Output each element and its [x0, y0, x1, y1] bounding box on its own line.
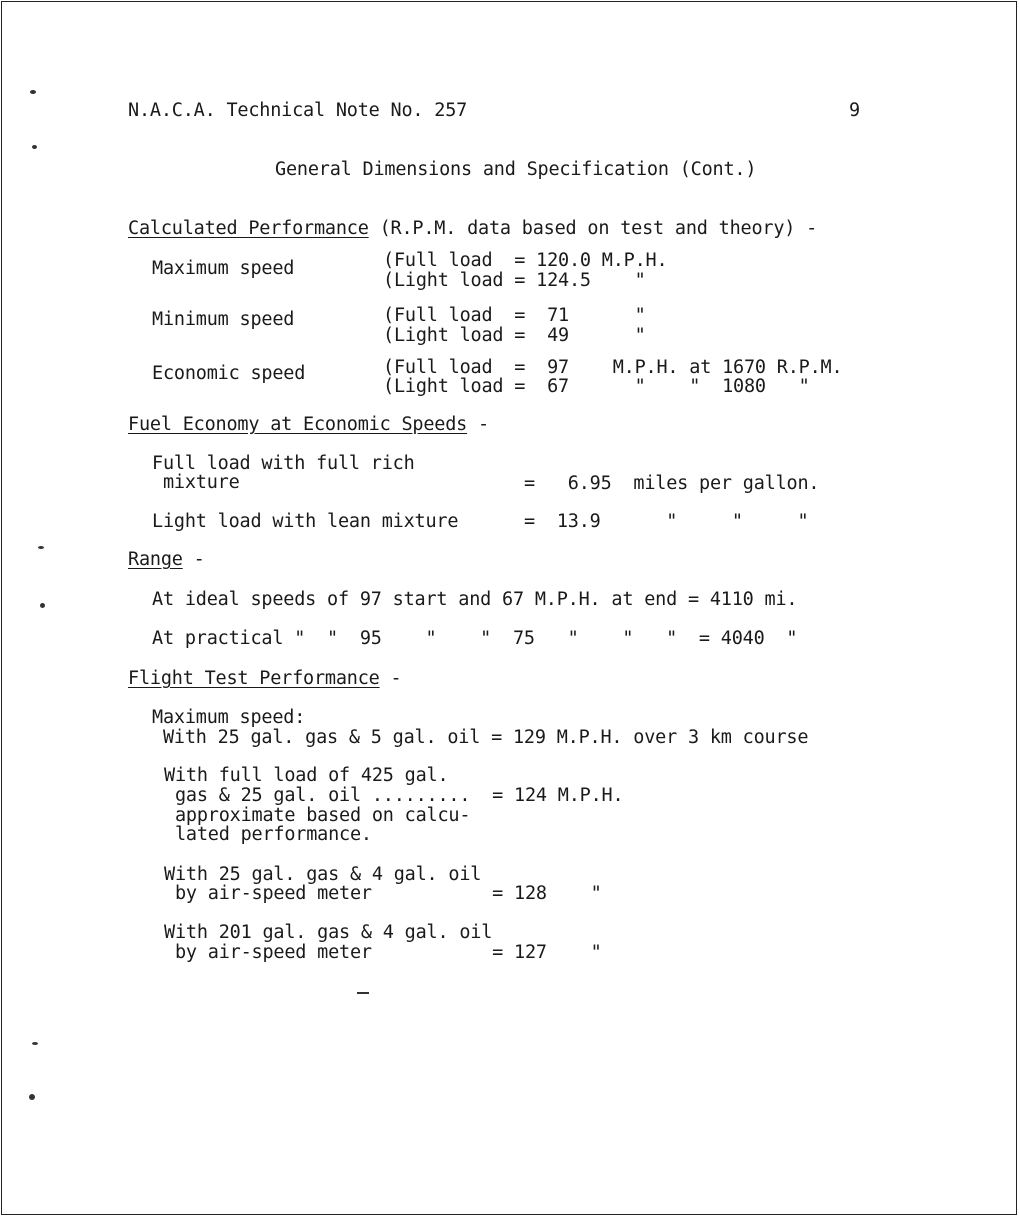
fuel-economy-suffix: -	[467, 414, 489, 435]
range-heading: Range	[128, 549, 183, 570]
economic-speed-light-load: (Light load = 67 " " 1080 "	[383, 376, 810, 397]
document-title: General Dimensions and Specification (Cont.)	[275, 159, 757, 180]
economic-speed-full-load: (Full load = 97 M.P.H. at 1670 R.P.M.	[383, 357, 843, 378]
calculated-performance-suffix: (R.P.M. data based on test and theory) -	[368, 218, 818, 239]
scan-speck	[32, 1042, 38, 1045]
full-load-425-line-2: gas & 25 gal. oil ......... = 124 M.P.H.	[164, 785, 624, 806]
full-load-425-line-1: With full load of 425 gal.	[164, 765, 449, 786]
light-load-label: Light load with lean mixture	[152, 511, 459, 532]
flight-test-line	[128, 669, 401, 689]
fuel-economy-line	[128, 415, 489, 435]
scan-speck	[32, 145, 37, 149]
maximum-speed-full-load: (Full load = 120.0 M.P.H.	[383, 250, 668, 271]
economic-speed-label: Economic speed	[152, 363, 306, 384]
scan-speck	[40, 603, 45, 608]
flight-test-heading: Flight Test Performance	[128, 668, 380, 689]
calculated-performance-line	[128, 219, 817, 239]
minimum-speed-label: Minimum speed	[152, 309, 295, 330]
airspeed-25-line-2: by air-speed meter = 128 "	[164, 883, 602, 904]
range-practical: At practical " " 95 " " 75 " " " = 4040 "	[152, 628, 798, 649]
airspeed-25-line-1: With 25 gal. gas & 4 gal. oil	[164, 864, 482, 885]
fuel-economy-heading: Fuel Economy at Economic Speeds	[128, 414, 468, 435]
airspeed-201-line-2: by air-speed meter = 127 "	[164, 942, 602, 963]
range-line	[128, 550, 205, 570]
page-number: 9	[849, 100, 860, 121]
maximum-speed-light-load: (Light load = 124.5 "	[383, 270, 646, 291]
full-load-425-line-4: lated performance.	[164, 824, 372, 845]
scan-speck	[357, 992, 369, 994]
full-load-label-1: Full load with full rich	[152, 453, 415, 474]
full-load-label-2: mixture	[152, 472, 240, 493]
flight-max-speed-label: Maximum speed:	[152, 707, 306, 728]
full-load-425-line-3: approximate based on calcu-	[164, 805, 471, 826]
airspeed-201-line-1: With 201 gal. gas & 4 gal. oil	[164, 922, 493, 943]
scan-speck	[38, 546, 44, 549]
flight-25-gal-line: With 25 gal. gas & 5 gal. oil = 129 M.P.H. over 3 km course	[152, 727, 809, 748]
minimum-speed-light-load: (Light load = 49 "	[383, 325, 646, 346]
light-load-value: = 13.9 " " "	[524, 511, 809, 532]
full-load-value: = 6.95 miles per gallon.	[524, 473, 820, 494]
maximum-speed-label: Maximum speed	[152, 258, 295, 279]
calculated-performance-heading: Calculated Performance	[128, 218, 369, 239]
scan-speck	[29, 1094, 35, 1100]
minimum-speed-full-load: (Full load = 71 "	[383, 305, 646, 326]
range-suffix: -	[182, 549, 205, 570]
flight-test-suffix: -	[379, 668, 402, 689]
scan-speck	[30, 90, 36, 94]
range-ideal: At ideal speeds of 97 start and 67 M.P.H. at end = 4110 mi.	[152, 589, 798, 610]
note-title: N.A.C.A. Technical Note No. 257	[128, 100, 468, 121]
